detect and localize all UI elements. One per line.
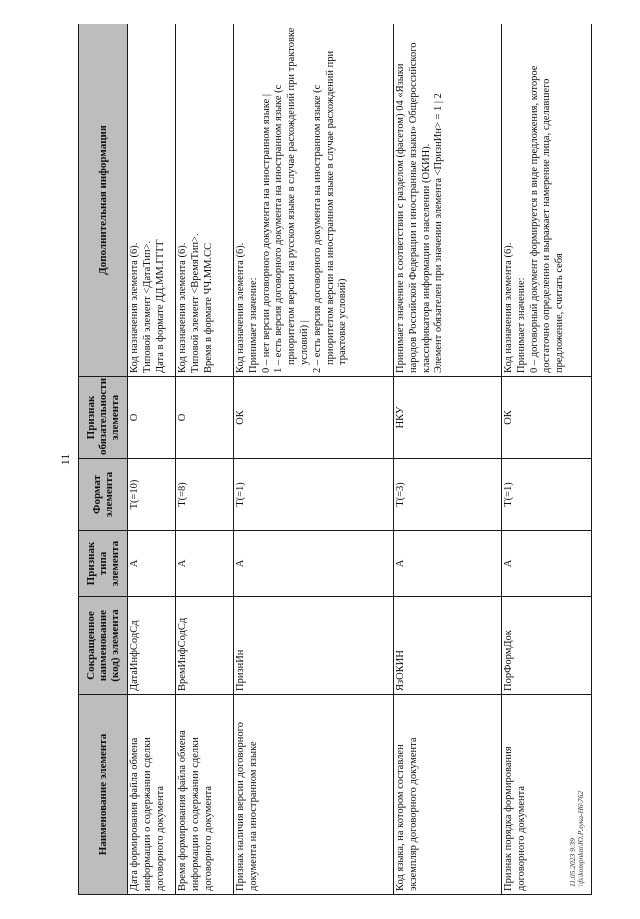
header-name: Наименование элемента bbox=[79, 695, 128, 895]
info-item: 0 – нет версии договорного документа на иностранном языке | bbox=[260, 94, 272, 373]
table-row bbox=[128, 24, 176, 895]
table-row bbox=[502, 24, 592, 895]
cell-required: ОК bbox=[234, 377, 394, 459]
cell-required: О bbox=[176, 377, 234, 459]
header-format: Формат элемента bbox=[79, 459, 128, 531]
cell-type: А bbox=[502, 531, 592, 597]
cell-name: Время формирования файла обмена информации о содержании сделки договорного документа bbox=[176, 695, 234, 895]
rotated-document-page bbox=[56, 24, 596, 895]
cell-code: ЯзОКИН bbox=[394, 597, 502, 695]
cell-required: О bbox=[128, 377, 176, 459]
cell-info: Принимает значение в соответствии с разделом (фасетом) 04 «Языки народов Российской Федерации и иностранные языки» Общероссийского классификатора информации о населении (ОКИН). Элемент обязателен при значении элемента <ПризнИн> = 1 | 2 bbox=[394, 24, 502, 377]
cell-format: T(=1) bbox=[502, 459, 592, 531]
cell-code: ПорФормДок bbox=[502, 597, 592, 695]
info-item: 2 – есть версия договорного документа на иностранном языке (с приоритетом версии на иностранном языке в случае расхождений при трактовке условий) bbox=[311, 50, 349, 373]
elements-table bbox=[78, 24, 592, 895]
header-required: Признак обязательности элемента bbox=[79, 377, 128, 459]
cell-required: ОК bbox=[502, 377, 592, 459]
cell-name: Признак наличия версии договорного документа на иностранном языке bbox=[234, 695, 394, 895]
print-footer bbox=[569, 791, 586, 887]
cell-type: А bbox=[176, 531, 234, 597]
cell-required: НКУ bbox=[394, 377, 502, 459]
cell-info: Код назначения элемента (6). Принимает значение: 0 – договорный документ формируется в виде предложения, которое достаточно определенно и выражает намерение лица, сделавшего предложение, считать себя bbox=[502, 24, 592, 377]
cell-code: ПризнИн bbox=[234, 597, 394, 695]
footer-path: \\fs\kompnkm\Ю.Р.лука-H6\762 bbox=[576, 791, 586, 887]
cell-name: Код языка, на котором составлен экземпляр договорного документа bbox=[394, 695, 502, 895]
cell-format: T(=10) bbox=[128, 459, 176, 531]
info-intro: Код назначения элемента (6). Принимает значение: bbox=[235, 242, 259, 373]
table-row bbox=[394, 24, 502, 895]
cell-format: T(=8) bbox=[176, 459, 234, 531]
cell-info bbox=[234, 24, 394, 377]
cell-name: Признак порядка формирования договорного документа bbox=[502, 695, 592, 895]
cell-code: ДатаИнфСодСд bbox=[128, 597, 176, 695]
cell-type: А bbox=[128, 531, 176, 597]
header-type: Признак типа элемента bbox=[79, 531, 128, 597]
table-row bbox=[176, 24, 234, 895]
cell-code: ВремИнфСодСд bbox=[176, 597, 234, 695]
cell-type: А bbox=[394, 531, 502, 597]
table-row bbox=[234, 24, 394, 895]
cell-format: T(=1) bbox=[234, 459, 394, 531]
info-item: 1 – есть версия договорного документа на иностранном языке (с приоритетом версии на русском языке в случае расхождений при трактовке условий) | bbox=[273, 27, 310, 373]
header-code: Сокращенное наименование (код) элемента bbox=[79, 597, 128, 695]
cell-name: Дата формирования файла обмена информации о содержании сделки договорного документа bbox=[128, 695, 176, 895]
cell-info: Код назначения элемента (6). Типовой элемент <ВремяТип>. Время в формате ЧЧ.ММ.СС bbox=[176, 24, 234, 377]
cell-info: Код назначения элемента (6). Типовой элемент <ДатаТип>. Дата в формате ДД.ММ.ГГГГ bbox=[128, 24, 176, 377]
header-info: Дополнительная информация bbox=[79, 24, 128, 377]
cell-format: T(=3) bbox=[394, 459, 502, 531]
cell-type: А bbox=[234, 531, 394, 597]
table-header-row bbox=[79, 24, 128, 895]
page-number: 11 bbox=[58, 453, 72, 466]
footer-timestamp: 11.05.2023 9:39 bbox=[567, 838, 577, 887]
